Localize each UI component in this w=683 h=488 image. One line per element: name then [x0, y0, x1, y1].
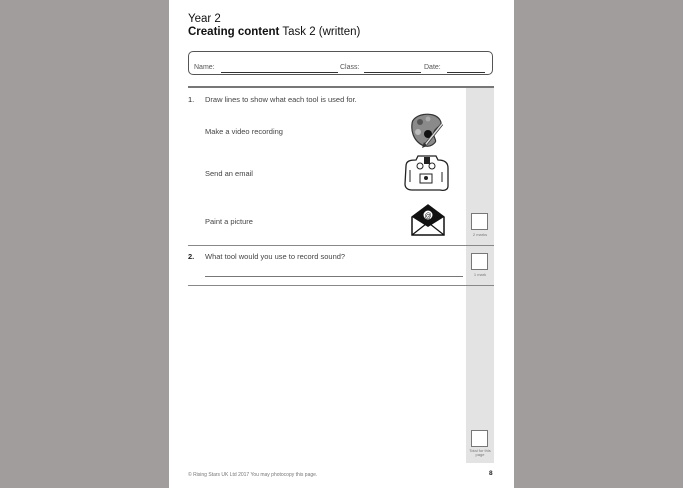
copyright-footer: © Rising Stars UK Ltd 2017 You may photocopy this page. [188, 472, 318, 478]
question-2-mark-box[interactable] [471, 253, 488, 270]
name-class-date-box [188, 51, 493, 75]
option-paint-picture[interactable]: Paint a picture [205, 217, 253, 226]
page-title [188, 26, 360, 38]
date-label: Date: [424, 64, 441, 71]
option-send-email[interactable]: Send an email [205, 169, 253, 178]
paint-palette-icon[interactable] [406, 110, 448, 150]
name-field[interactable] [221, 72, 338, 73]
date-field[interactable] [447, 72, 485, 73]
page-total-box[interactable] [471, 430, 488, 447]
question-1-marks-label: 2 marks [472, 232, 488, 237]
question-2-marks-label: 1 mark [473, 272, 487, 277]
divider [188, 86, 494, 88]
question-1-text: Draw lines to show what each tool is used for. [205, 95, 357, 104]
worksheet-page [169, 0, 514, 488]
name-label: Name: [194, 64, 215, 71]
question-2-number: 2. [188, 252, 195, 261]
email-envelope-icon[interactable] [409, 203, 447, 237]
question-2-text: What tool would you use to record sound? [205, 252, 346, 261]
divider [188, 245, 494, 246]
option-video-recording[interactable]: Make a video recording [205, 127, 283, 136]
video-camera-icon[interactable] [402, 152, 452, 194]
title-bold: Creating content [188, 26, 280, 38]
class-label: Class: [340, 64, 360, 71]
title-rest: Task 2 (written) [279, 26, 361, 38]
question-1-mark-box[interactable] [471, 213, 488, 230]
year-label: Year 2 [188, 13, 221, 25]
svg-text:@: @ [424, 213, 432, 220]
question-2-answer-line[interactable] [205, 276, 463, 277]
divider [188, 285, 494, 286]
page-total-label: Total for this page [469, 448, 491, 457]
page-number: 8 [489, 470, 493, 477]
question-1-number: 1. [188, 95, 195, 104]
class-field[interactable] [364, 72, 421, 73]
